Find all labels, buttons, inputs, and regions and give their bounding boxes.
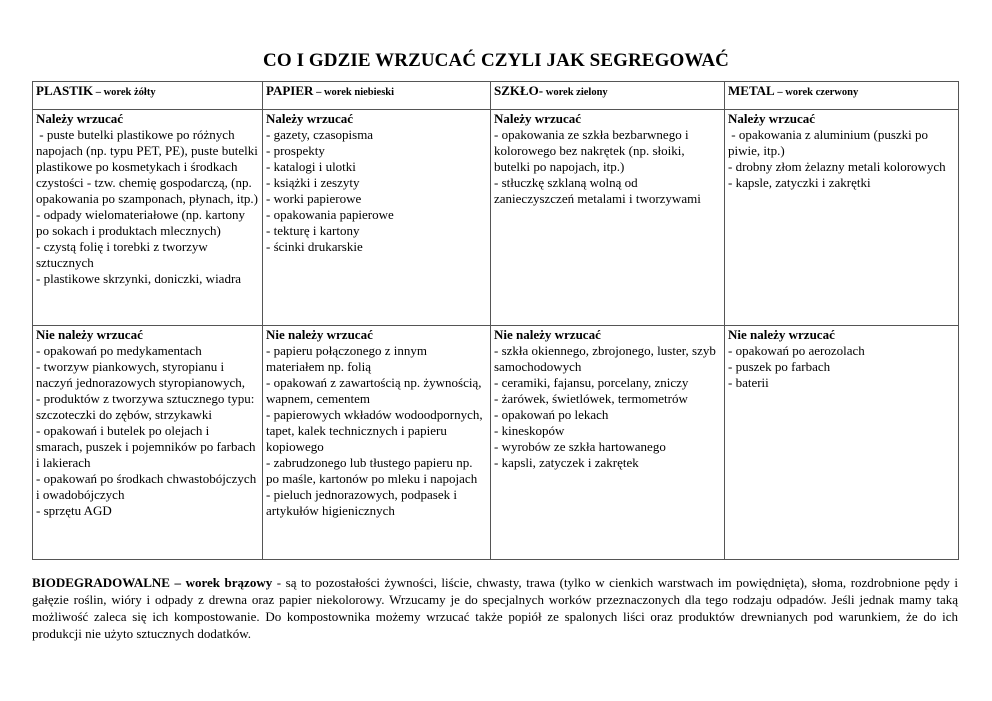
list-item: - opakowania ze szkła bezbarwnego i kolorowego bez nakrętek (np. słoiki, butelki po napojach, itp.) <box>494 127 692 174</box>
list-item: - tekturę i kartony <box>266 223 360 238</box>
list-item: - książki i zeszyty <box>266 175 360 190</box>
header-cell-plastik <box>33 82 263 110</box>
denied-cell-papier <box>263 326 491 560</box>
list-item: - plastikowe skrzynki, doniczki, wiadra <box>36 271 242 286</box>
list-item: - opakowań po medykamentach <box>36 343 202 358</box>
list-item: - produktów z tworzywa sztucznego typu: szczoteczki do zębów, strzykawki <box>36 391 261 422</box>
allowed-title: Należy wrzucać <box>36 111 123 126</box>
biodegradable-text: - są to pozostałości żywności, liście, chwasty, trawa (tylko w cienkich warstwach im powiędnięta), słoma, rozdrobnione pędy i gałęzie roślin, wióry i odpady z drewna oraz papier niekolorowy. Wrzucamy je do specjalnych worków przeznaczonych dla tego rodzaju odpadów. Jeśli jednak mamy taką możliwość zaleca się ich kompostowanie. Do kompostownika możemy wrzucać także popiół ze spalonych liści oraz produktów drewnianych pod warunkiem, że do ich produkcji nie użyto sztucznych dodatków. <box>32 575 958 641</box>
denied-cell-plastik <box>33 326 263 560</box>
biodegradable-lead: BIODEGRADOWALNE – worek brązowy <box>32 575 273 590</box>
list-item: - prospekty <box>266 143 325 158</box>
allowed-cell-szklo <box>491 110 725 326</box>
list-item: - żarówek, świetlówek, termometrów <box>494 391 688 406</box>
list-item: - puste butelki plastikowe po różnych napojach (np. typu PET, PE), puste butelki plastikowe po kosmetykach i środkach czystości - tzw. chemię gospodarczą, (np. opakowania po szamponach, płynach, itp.) <box>36 127 262 206</box>
list-item: - kapsle, zatyczki i zakrętki <box>728 175 871 190</box>
list-item: - papierowych wkładów wodoodpornych, tapet, kalek technicznych i papieru kopiowego <box>266 407 486 454</box>
allowed-title: Należy wrzucać <box>494 111 581 126</box>
page-title: CO I GDZIE WRZUCAĆ CZYLI JAK SEGREGOWAĆ <box>263 50 729 71</box>
category-name: PAPIER <box>266 83 314 98</box>
list-item: - ścinki drukarskie <box>266 239 363 254</box>
list-item: - kapsli, zatyczek i zakrętek <box>494 455 639 470</box>
allowed-title: Należy wrzucać <box>266 111 353 126</box>
header-row <box>33 82 959 110</box>
denied-cell-metal <box>725 326 959 560</box>
denied-row <box>33 326 959 560</box>
list-item: - gazety, czasopisma <box>266 127 374 142</box>
list-item: - baterii <box>728 375 769 390</box>
bag-color: worek zielony <box>543 87 608 98</box>
list-item: - odpady wielomateriałowe (np. kartony po sokach i produktach mlecznych) <box>36 207 249 238</box>
list-item: - opakowań po lekach <box>494 407 609 422</box>
allowed-cell-plastik <box>33 110 263 326</box>
list-item: - puszek po farbach <box>728 359 831 374</box>
list-item: - worki papierowe <box>266 191 362 206</box>
allowed-cell-metal <box>725 110 959 326</box>
list-item: - stłuczkę szklaną wolną od zanieczyszczeń metalami i tworzywami <box>494 175 701 206</box>
list-item: - drobny złom żelazny metali kolorowych <box>728 159 946 174</box>
bag-color: – worek czerwony <box>774 87 859 98</box>
bag-color: – worek żółty <box>93 87 156 98</box>
biodegradable-paragraph <box>32 574 958 642</box>
list-item: - tworzyw piankowych, styropianu i naczyń jednorazowych styropianowych, <box>36 359 246 390</box>
bag-color: – worek niebieski <box>313 87 395 98</box>
list-item: - opakowania z aluminium (puszki po piwie, itp.) <box>728 127 932 158</box>
list-item: - czystą folię i torebki z tworzyw sztucznych <box>36 239 212 270</box>
list-item: - opakowań z zawartością np. żywnością, wapnem, cementem <box>266 375 485 406</box>
allowed-title: Należy wrzucać <box>728 111 815 126</box>
denied-title: Nie należy wrzucać <box>266 327 373 342</box>
list-item: - opakowania papierowe <box>266 207 394 222</box>
allowed-row <box>33 110 959 326</box>
list-item: - pieluch jednorazowych, podpasek i artykułów higienicznych <box>266 487 461 518</box>
list-item: - zabrudzonego lub tłustego papieru np. po maśle, kartonów po mleku i napojach <box>266 455 478 486</box>
list-item: - szkła okiennego, zbrojonego, luster, szyb samochodowych <box>494 343 720 374</box>
denied-cell-szklo <box>491 326 725 560</box>
list-item: - kineskopów <box>494 423 565 438</box>
segregation-table <box>32 81 959 560</box>
header-cell-papier <box>263 82 491 110</box>
denied-title: Nie należy wrzucać <box>494 327 601 342</box>
allowed-cell-papier <box>263 110 491 326</box>
list-item: - opakowań po środkach chwastobójczych i owadobójczych <box>36 471 260 502</box>
category-name: SZKŁO- <box>494 83 544 98</box>
list-item: - opakowań po aerozolach <box>728 343 865 358</box>
denied-title: Nie należy wrzucać <box>728 327 835 342</box>
header-cell-szklo <box>491 82 725 110</box>
list-item: - papieru połączonego z innym materiałem np. folią <box>266 343 431 374</box>
list-item: - ceramiki, fajansu, porcelany, zniczy <box>494 375 689 390</box>
list-item: - wyrobów ze szkła hartowanego <box>494 439 666 454</box>
list-item: - opakowań i butelek po olejach i smarach, puszek i pojemników po farbach i lakierach <box>36 423 259 470</box>
category-name: METAL <box>728 83 775 98</box>
header-cell-metal <box>725 82 959 110</box>
denied-title: Nie należy wrzucać <box>36 327 143 342</box>
list-item: - sprzętu AGD <box>36 503 112 518</box>
category-name: PLASTIK <box>36 83 94 98</box>
list-item: - katalogi i ulotki <box>266 159 356 174</box>
